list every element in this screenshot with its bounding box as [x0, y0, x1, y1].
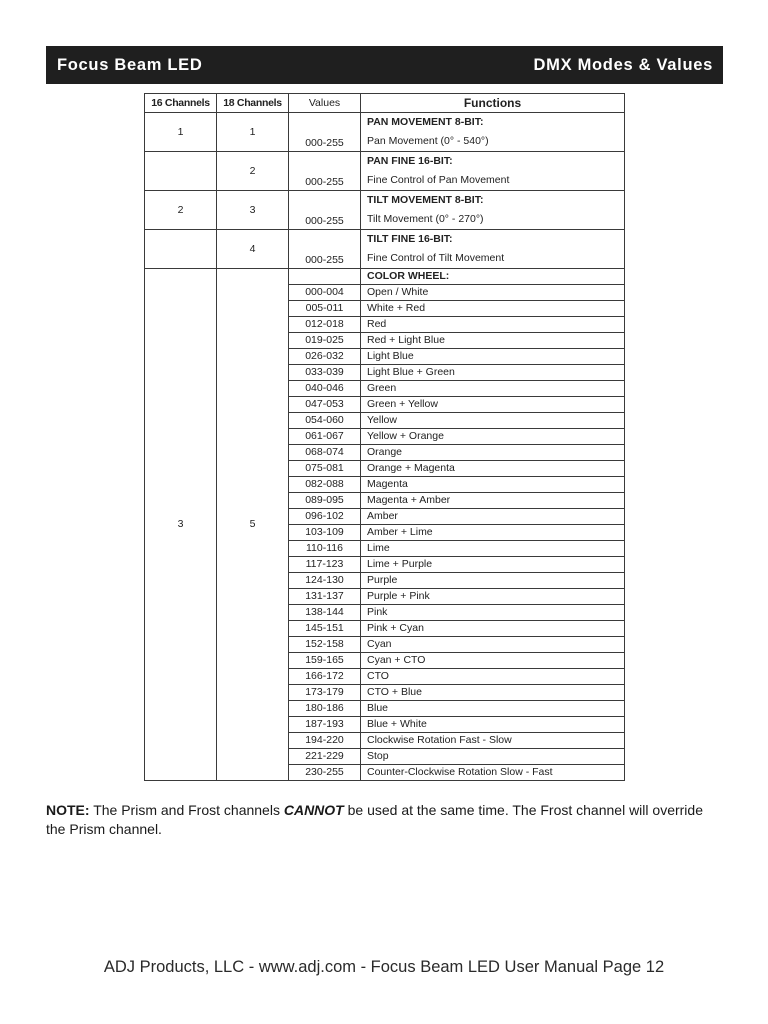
- cell-function: Orange: [361, 445, 625, 461]
- page-header-bar: [46, 46, 723, 84]
- cell-value: 019-025: [289, 333, 361, 349]
- function-text: Fine Control of Pan Movement: [367, 174, 510, 186]
- cell-function: Amber: [361, 509, 625, 525]
- cell-value: 230-255: [289, 765, 361, 781]
- cell-value: 180-186: [289, 701, 361, 717]
- cell-value: 103-109: [289, 525, 361, 541]
- cell-function: Blue + White: [361, 717, 625, 733]
- cell-function: Lime + Purple: [361, 557, 625, 573]
- cell-value: 173-179: [289, 685, 361, 701]
- cell-16ch: [145, 230, 217, 269]
- table-row: [145, 269, 625, 285]
- function-heading: PAN MOVEMENT 8-BIT:: [367, 116, 484, 128]
- cell-value: [289, 152, 361, 191]
- cell-function: Pink + Cyan: [361, 621, 625, 637]
- cell-value: 166-172: [289, 669, 361, 685]
- cell-value: 194-220: [289, 733, 361, 749]
- cell-value: 096-102: [289, 509, 361, 525]
- cell-function: [361, 152, 625, 191]
- cell-function: Purple: [361, 573, 625, 589]
- section-title: DMX Modes & Values: [533, 55, 713, 74]
- cell-function: Counter-Clockwise Rotation Slow - Fast: [361, 765, 625, 781]
- function-heading: COLOR WHEEL:: [361, 269, 625, 285]
- function-text: Fine Control of Tilt Movement: [367, 252, 505, 264]
- cell-function: Yellow: [361, 413, 625, 429]
- cell-value: 000-004: [289, 285, 361, 301]
- value-text: 000-255: [305, 137, 344, 149]
- cell-value: 047-053: [289, 397, 361, 413]
- value-text: 000-255: [305, 254, 344, 266]
- function-heading: TILT MOVEMENT 8-BIT:: [367, 194, 484, 206]
- table-row: [145, 191, 625, 230]
- page-footer: ADJ Products, LLC - www.adj.com - Focus Beam LED User Manual Page 12: [103, 958, 665, 976]
- cell-function: Red + Light Blue: [361, 333, 625, 349]
- cell-value: 089-095: [289, 493, 361, 509]
- function-heading: TILT FINE 16-BIT:: [367, 233, 453, 245]
- value-text: 000-255: [305, 176, 344, 188]
- column-header-functions: Functions: [361, 94, 625, 113]
- cell-function: Green + Yellow: [361, 397, 625, 413]
- cell-function: Pink: [361, 605, 625, 621]
- cell-value: [289, 113, 361, 152]
- cell-value: 033-039: [289, 365, 361, 381]
- cell-function: [361, 113, 625, 152]
- cell-function: White + Red: [361, 301, 625, 317]
- cell-16ch: 1: [145, 113, 217, 152]
- cell-16ch: [145, 152, 217, 191]
- cell-value: 159-165: [289, 653, 361, 669]
- cell-value: 005-011: [289, 301, 361, 317]
- table-row: [145, 230, 625, 269]
- cell-value: 138-144: [289, 605, 361, 621]
- cell-function: Cyan: [361, 637, 625, 653]
- cell-function: Amber + Lime: [361, 525, 625, 541]
- cell-18ch: 3: [217, 191, 289, 230]
- note-text-before: The Prism and Frost channels: [89, 802, 284, 818]
- cell-function: [361, 230, 625, 269]
- cell-value: 082-088: [289, 477, 361, 493]
- table-row: [145, 113, 625, 152]
- cell-value: 145-151: [289, 621, 361, 637]
- function-heading: PAN FINE 16-BIT:: [367, 155, 453, 167]
- cell-value: [289, 269, 361, 285]
- cell-value: 187-193: [289, 717, 361, 733]
- column-header-18ch: 18 Channels: [217, 94, 289, 113]
- cell-function: Green: [361, 381, 625, 397]
- cell-value: 040-046: [289, 381, 361, 397]
- function-text: Tilt Movement (0° - 270°): [367, 213, 484, 225]
- cell-value: 124-130: [289, 573, 361, 589]
- cell-function: Lime: [361, 541, 625, 557]
- cell-18ch: 1: [217, 113, 289, 152]
- table-row: [145, 152, 625, 191]
- cell-18ch: 5: [217, 269, 289, 781]
- cell-value: 054-060: [289, 413, 361, 429]
- cell-18ch: 2: [217, 152, 289, 191]
- function-text: Pan Movement (0° - 540°): [367, 135, 489, 147]
- cell-function: Yellow + Orange: [361, 429, 625, 445]
- cell-value: 075-081: [289, 461, 361, 477]
- cell-function: Open / White: [361, 285, 625, 301]
- cell-function: [361, 191, 625, 230]
- cell-function: Cyan + CTO: [361, 653, 625, 669]
- cell-value: [289, 230, 361, 269]
- cell-value: 012-018: [289, 317, 361, 333]
- cell-function: Light Blue: [361, 349, 625, 365]
- cell-value: 110-116: [289, 541, 361, 557]
- cell-function: CTO: [361, 669, 625, 685]
- cell-value: 026-032: [289, 349, 361, 365]
- cell-value: 152-158: [289, 637, 361, 653]
- cell-function: Purple + Pink: [361, 589, 625, 605]
- cell-16ch: 3: [145, 269, 217, 781]
- cell-18ch: 4: [217, 230, 289, 269]
- cell-function: Stop: [361, 749, 625, 765]
- column-header-16ch: 16 Channels: [145, 94, 217, 113]
- cell-function: Magenta + Amber: [361, 493, 625, 509]
- cell-function: Blue: [361, 701, 625, 717]
- product-title: Focus Beam LED: [57, 55, 203, 74]
- cell-function: Magenta: [361, 477, 625, 493]
- dmx-values-table: [144, 93, 625, 781]
- note-label: NOTE:: [46, 802, 90, 818]
- cell-16ch: 2: [145, 191, 217, 230]
- cell-value: 068-074: [289, 445, 361, 461]
- cell-function: Light Blue + Green: [361, 365, 625, 381]
- note-text-after: be used at the same time. The Frost channel will override the Prism channel.: [46, 802, 703, 837]
- cell-value: 117-123: [289, 557, 361, 573]
- note-emphasis: CANNOT: [283, 802, 344, 818]
- cell-function: Red: [361, 317, 625, 333]
- cell-value: 061-067: [289, 429, 361, 445]
- cell-function: CTO + Blue: [361, 685, 625, 701]
- cell-value: 221-229: [289, 749, 361, 765]
- table-header-row: [145, 94, 625, 113]
- note-paragraph: [46, 801, 726, 839]
- cell-value: 131-137: [289, 589, 361, 605]
- column-header-values: Values: [289, 94, 361, 113]
- cell-value: [289, 191, 361, 230]
- cell-function: Clockwise Rotation Fast - Slow: [361, 733, 625, 749]
- value-text: 000-255: [305, 215, 344, 227]
- cell-function: Orange + Magenta: [361, 461, 625, 477]
